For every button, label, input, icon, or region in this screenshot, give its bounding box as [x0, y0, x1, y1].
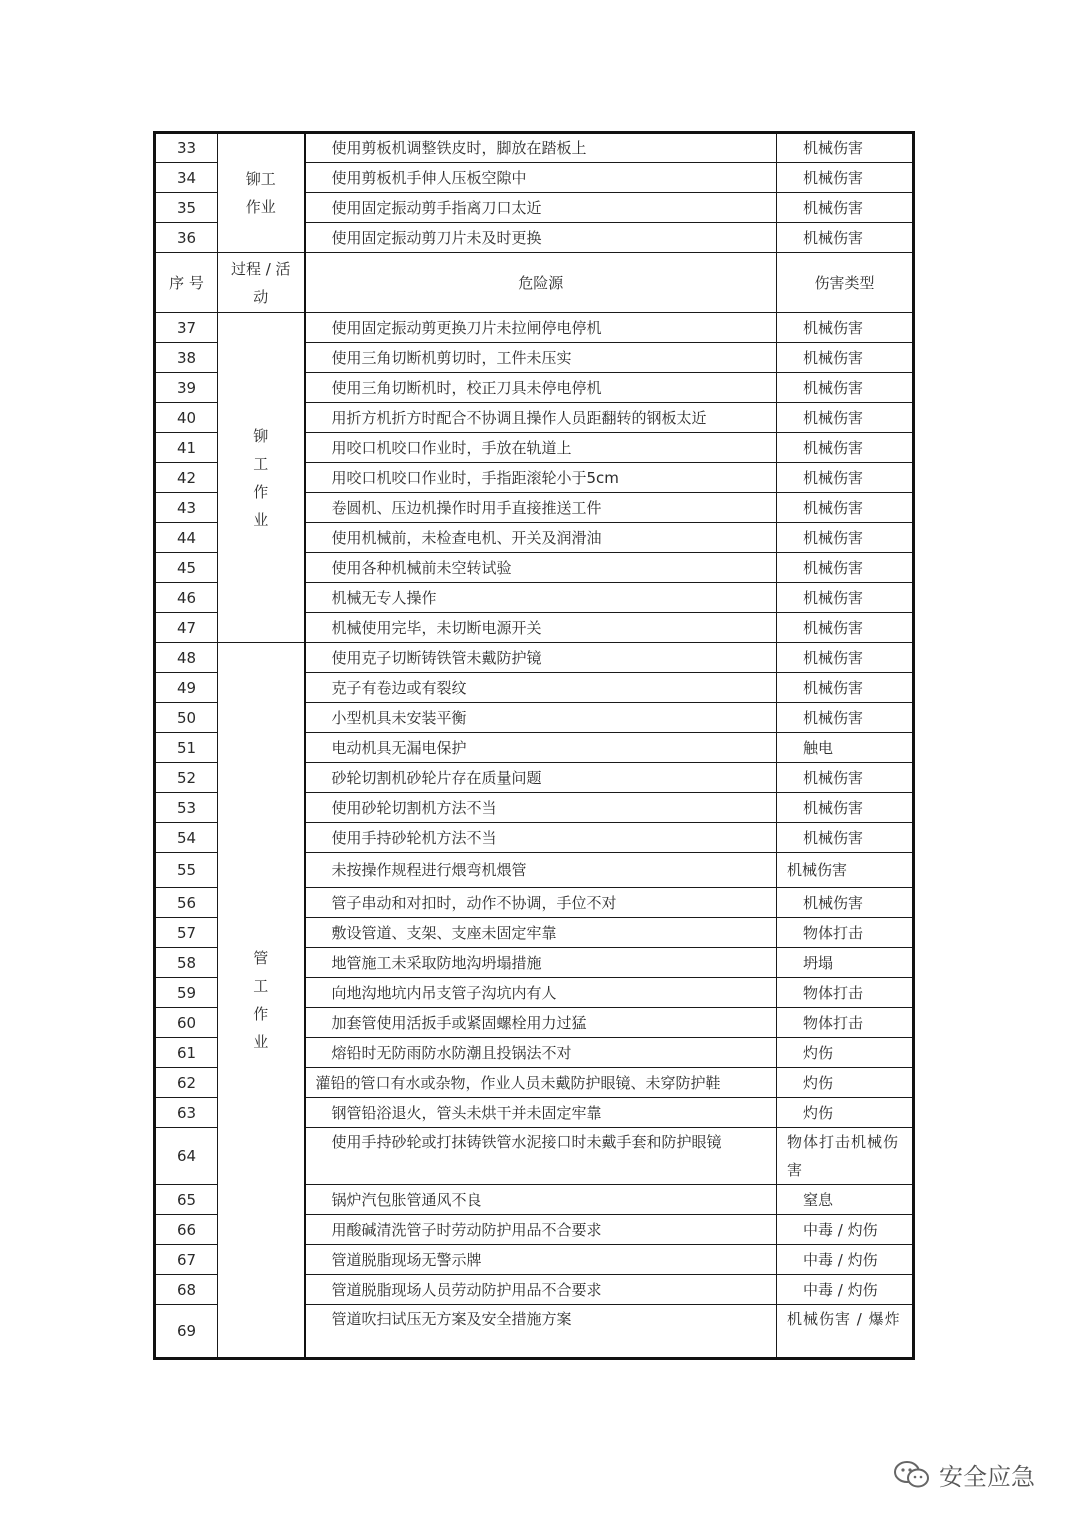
row-number: 40	[155, 403, 218, 433]
hazard-source: 使用固定振动剪手指离刀口太近	[305, 193, 777, 223]
hazard-source: 管子串动和对扣时，动作不协调，手位不对	[305, 888, 777, 918]
injury-type: 灼伤	[777, 1098, 914, 1128]
row-number: 33	[155, 133, 218, 163]
row-number: 59	[155, 978, 218, 1008]
hazard-table	[153, 131, 915, 1360]
hazard-source: 使用固定振动剪更换刀片未拉闸停电停机	[305, 313, 777, 343]
injury-type: 机械伤害	[777, 433, 914, 463]
table-row	[155, 133, 914, 163]
hazard-source: 使用固定振动剪刀片未及时更换	[305, 223, 777, 253]
injury-type: 中毒 / 灼伤	[777, 1275, 914, 1305]
hazard-source: 未按操作规程进行煨弯机煨管	[305, 853, 777, 888]
row-number: 35	[155, 193, 218, 223]
header-process-line: 动	[253, 287, 269, 306]
row-number: 47	[155, 613, 218, 643]
hazard-source: 使用三角切断机剪切时，工件未压实	[305, 343, 777, 373]
injury-type: 触电	[777, 733, 914, 763]
header-number: 序 号	[155, 253, 218, 313]
header-process-line: 过程 / 活	[230, 259, 291, 278]
hazard-source: 砂轮切割机砂轮片存在质量问题	[305, 763, 777, 793]
wechat-icon	[893, 1460, 931, 1490]
row-number: 58	[155, 948, 218, 978]
row-number: 39	[155, 373, 218, 403]
hazard-source: 使用机械前，未检查电机、开关及润滑油	[305, 523, 777, 553]
process-label: 工	[253, 977, 269, 995]
hazard-source: 使用剪板机调整铁皮时，脚放在踏板上	[305, 133, 777, 163]
injury-type: 机械伤害	[777, 493, 914, 523]
process-label: 业	[253, 1033, 269, 1051]
row-number: 50	[155, 703, 218, 733]
hazard-source: 钢管铅浴退火，管头未烘干并未固定牢靠	[305, 1098, 777, 1128]
process-label: 作	[253, 482, 269, 501]
injury-type: 机械伤害	[777, 703, 914, 733]
injury-type: 物体打击	[777, 918, 914, 948]
injury-type: 中毒 / 灼伤	[777, 1215, 914, 1245]
injury-type: 物体打击机械伤害	[777, 1128, 914, 1185]
header-hazard: 危险源	[305, 253, 777, 313]
row-number: 36	[155, 223, 218, 253]
hazard-source: 管道吹扫试压无方案及安全措施方案	[305, 1305, 777, 1359]
injury-type: 机械伤害	[777, 853, 914, 888]
process-label: 铆工	[245, 170, 276, 188]
hazard-source: 机械无专人操作	[305, 583, 777, 613]
process-label: 管	[253, 949, 269, 967]
process-label: 铆	[253, 426, 269, 445]
row-number: 42	[155, 463, 218, 493]
injury-type: 机械伤害	[777, 163, 914, 193]
hazard-source: 机械使用完毕，未切断电源开关	[305, 613, 777, 643]
hazard-source: 电动机具无漏电保护	[305, 733, 777, 763]
injury-type: 中毒 / 灼伤	[777, 1245, 914, 1275]
hazard-source: 用酸碱清洗管子时劳动防护用品不合要求	[305, 1215, 777, 1245]
row-number: 37	[155, 313, 218, 343]
hazard-source: 用咬口机咬口作业时，手指距滚轮小于5cm	[305, 463, 777, 493]
hazard-source: 小型机具未安装平衡	[305, 703, 777, 733]
row-number: 54	[155, 823, 218, 853]
injury-type: 机械伤害	[777, 888, 914, 918]
row-number: 44	[155, 523, 218, 553]
row-number: 41	[155, 433, 218, 463]
process-cell-g1	[218, 133, 305, 253]
hazard-source: 地管施工未采取防地沟坍塌措施	[305, 948, 777, 978]
row-number: 56	[155, 888, 218, 918]
row-number: 63	[155, 1098, 218, 1128]
injury-type: 灼伤	[777, 1068, 914, 1098]
injury-type: 机械伤害	[777, 763, 914, 793]
row-number: 68	[155, 1275, 218, 1305]
injury-type: 机械伤害	[777, 553, 914, 583]
row-number: 45	[155, 553, 218, 583]
injury-type: 机械伤害	[777, 583, 914, 613]
table-row	[155, 313, 914, 343]
hazard-source: 熔铅时无防雨防水防潮且投锅法不对	[305, 1038, 777, 1068]
injury-type: 机械伤害	[777, 193, 914, 223]
hazard-source: 卷圆机、压边机操作时用手直接推送工件	[305, 493, 777, 523]
process-cell-g3	[218, 643, 305, 1359]
hazard-source: 管道脱脂现场人员劳动防护用品不合要求	[305, 1275, 777, 1305]
process-label: 业	[253, 510, 269, 529]
injury-type: 机械伤害	[777, 823, 914, 853]
hazard-source: 用咬口机咬口作业时，手放在轨道上	[305, 433, 777, 463]
row-number: 43	[155, 493, 218, 523]
hazard-source: 使用砂轮切割机方法不当	[305, 793, 777, 823]
hazard-source: 使用克子切断铸铁管未戴防护镜	[305, 643, 777, 673]
hazard-source: 锅炉汽包胀管通风不良	[305, 1185, 777, 1215]
injury-type: 机械伤害	[777, 373, 914, 403]
row-number: 48	[155, 643, 218, 673]
process-label: 工	[253, 454, 269, 473]
table-row	[155, 643, 914, 673]
process-cell-g2	[218, 313, 305, 643]
process-label: 作	[253, 1005, 269, 1023]
row-number: 53	[155, 793, 218, 823]
hazard-source: 用折方机折方时配合不协调且操作人员距翻转的钢板太近	[305, 403, 777, 433]
row-number: 60	[155, 1008, 218, 1038]
row-number: 51	[155, 733, 218, 763]
hazard-source: 使用各种机械前未空转试验	[305, 553, 777, 583]
row-number: 64	[155, 1128, 218, 1185]
injury-type: 机械伤害	[777, 133, 914, 163]
hazard-source: 加套管使用活扳手或紧固螺栓用力过猛	[305, 1008, 777, 1038]
injury-type: 物体打击	[777, 978, 914, 1008]
header-process	[218, 253, 305, 313]
hazard-source: 敷设管道、支架、支座未固定牢靠	[305, 918, 777, 948]
injury-type: 机械伤害	[777, 643, 914, 673]
row-number: 61	[155, 1038, 218, 1068]
row-number: 69	[155, 1305, 218, 1359]
row-number: 65	[155, 1185, 218, 1215]
row-number: 62	[155, 1068, 218, 1098]
injury-type: 窒息	[777, 1185, 914, 1215]
hazard-source: 使用剪板机手伸人压板空隙中	[305, 163, 777, 193]
hazard-source: 向地沟地坑内吊支管子沟坑内有人	[305, 978, 777, 1008]
watermark-text: 安全应急	[939, 1463, 1035, 1491]
hazard-source: 管道脱脂现场无警示牌	[305, 1245, 777, 1275]
hazard-source: 使用手持砂轮机方法不当	[305, 823, 777, 853]
hazard-source: 灌铅的管口有水或杂物，作业人员未戴防护眼镜、未穿防护鞋	[305, 1068, 777, 1098]
row-number: 66	[155, 1215, 218, 1245]
injury-type: 坍塌	[777, 948, 914, 978]
row-number: 57	[155, 918, 218, 948]
injury-type: 机械伤害	[777, 793, 914, 823]
injury-type: 灼伤	[777, 1038, 914, 1068]
row-number: 49	[155, 673, 218, 703]
injury-type: 机械伤害	[777, 313, 914, 343]
row-number: 34	[155, 163, 218, 193]
column-header-row	[155, 253, 914, 313]
injury-type: 机械伤害	[777, 223, 914, 253]
watermark	[893, 1457, 1035, 1492]
row-number: 46	[155, 583, 218, 613]
process-label: 作业	[245, 198, 276, 216]
hazard-source: 使用三角切断机时，校正刀具未停电停机	[305, 373, 777, 403]
row-number: 38	[155, 343, 218, 373]
row-number: 52	[155, 763, 218, 793]
injury-type: 机械伤害	[777, 523, 914, 553]
injury-type: 机械伤害	[777, 613, 914, 643]
hazard-source: 克子有卷边或有裂纹	[305, 673, 777, 703]
injury-type: 机械伤害	[777, 403, 914, 433]
header-type: 伤害类型	[777, 253, 914, 313]
injury-type: 机械伤害	[777, 463, 914, 493]
injury-type: 机械伤害	[777, 343, 914, 373]
hazard-source: 使用手持砂轮或打抹铸铁管水泥接口时未戴手套和防护眼镜	[305, 1128, 777, 1185]
injury-type: 物体打击	[777, 1008, 914, 1038]
row-number: 55	[155, 853, 218, 888]
injury-type: 机械伤害	[777, 673, 914, 703]
injury-type: 机械伤害 / 爆炸	[777, 1305, 914, 1359]
row-number: 67	[155, 1245, 218, 1275]
